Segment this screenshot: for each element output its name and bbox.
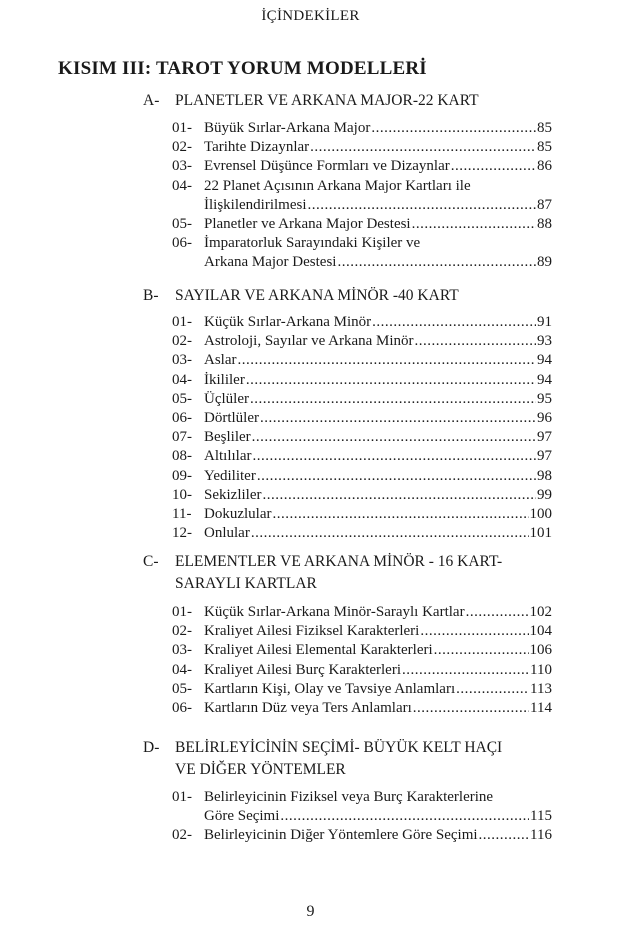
entry-number: 02- [172, 333, 192, 350]
toc-entry[interactable] [172, 467, 552, 486]
section-letter: D- [143, 739, 160, 756]
entry-number: 01- [172, 789, 192, 805]
section-heading [143, 285, 523, 307]
entry-title: Altılılar [204, 448, 252, 465]
dot-leader [420, 622, 528, 641]
entry-title: Kartların Kişi, Olay ve Tavsiye Anlamları [204, 680, 456, 697]
entry-page: 97 [537, 429, 552, 446]
entry-page: 87 [537, 196, 552, 213]
section-title-line: SAYILAR VE ARKANA MİNÖR -40 KART [175, 287, 459, 304]
running-header: İÇİNDEKİLER [261, 8, 360, 24]
dot-leader [371, 119, 536, 138]
part-title [58, 58, 427, 80]
entry-number: 06- [172, 235, 192, 252]
entry-title: Onlular [204, 525, 250, 542]
entry-page: 100 [529, 505, 552, 522]
entry-number: 05- [172, 215, 192, 232]
dot-leader [337, 253, 536, 272]
part-title-text: : TAROT YORUM MODELLERİ [144, 58, 427, 79]
entry-page: 102 [529, 604, 552, 620]
dot-leader [451, 157, 536, 176]
entry-title: Üçlüler [204, 390, 249, 407]
entry-title: Dörtlüler [204, 409, 259, 426]
entry-number: 11- [172, 505, 192, 522]
section-title-line: SARAYLI KARTLAR [175, 575, 317, 592]
entry-number: 08- [172, 448, 192, 465]
entry-number: 07- [172, 429, 192, 446]
toc-entry[interactable] [172, 390, 552, 409]
entry-page: 86 [537, 158, 552, 175]
dot-leader [456, 680, 529, 699]
toc-entry[interactable] [172, 486, 552, 505]
entry-page: 88 [537, 215, 552, 232]
toc-entry[interactable] [172, 157, 552, 176]
entry-number: 02- [172, 139, 192, 156]
toc-entry[interactable] [172, 524, 552, 543]
entry-number: 09- [172, 467, 192, 484]
entry-title: Belirleyicinin Fiziksel veya Burç Karakterlerine [204, 789, 494, 805]
toc-entry[interactable] [172, 409, 552, 428]
entry-title: Arkana Major Destesi [204, 254, 337, 271]
entry-title: Göre Seçimi [204, 808, 280, 825]
page-number: 9 [306, 903, 315, 920]
toc-entry[interactable] [172, 215, 552, 234]
dot-leader [257, 467, 536, 486]
toc-entry[interactable] [172, 788, 552, 807]
entry-page: 104 [529, 623, 552, 640]
toc-entry[interactable] [172, 505, 552, 524]
entry-number: 04- [172, 177, 192, 194]
dot-leader [466, 603, 529, 622]
entry-title: 22 Planet Açısının Arkana Major Kartları ile [204, 177, 471, 194]
dot-leader [402, 661, 529, 680]
toc-entry[interactable] [172, 371, 552, 390]
section-title-line: VE DİĞER YÖNTEMLER [175, 761, 346, 778]
entry-title: Kraliyet Ailesi Fiziksel Karakterleri [204, 623, 420, 640]
dot-leader [372, 313, 536, 332]
entry-page: 115 [530, 808, 552, 825]
section-heading [143, 90, 523, 112]
entry-number: 10- [172, 486, 192, 503]
entry-number: 02- [172, 623, 192, 640]
section-title-line: ELEMENTLER VE ARKANA MİNÖR - 16 KART- [175, 553, 503, 570]
toc-entry[interactable] [172, 641, 552, 660]
section-letter: A- [143, 92, 160, 109]
dot-leader [272, 505, 528, 524]
entry-title: Tarihte Dizaynlar [204, 139, 310, 156]
toc-entry[interactable] [172, 622, 552, 641]
entry-title: Beşliler [204, 429, 251, 446]
entry-title: İkililer [204, 371, 245, 388]
entry-page: 89 [537, 254, 552, 271]
entry-title: Büyük Sırlar-Arkana Major [204, 120, 371, 136]
entry-page: 99 [537, 486, 552, 503]
toc-entry[interactable] [172, 807, 552, 826]
entry-title: Kraliyet Ailesi Burç Karakterleri [204, 661, 402, 678]
entry-page: 110 [530, 661, 552, 678]
entry-title: İmparatorluk Sarayındaki Kişiler ve [204, 235, 421, 252]
dot-leader [251, 524, 529, 543]
toc-entry[interactable] [172, 826, 552, 845]
dot-leader [413, 699, 529, 718]
entry-page: 113 [530, 680, 552, 697]
toc-entry[interactable] [172, 699, 552, 718]
entry-number: 04- [172, 661, 192, 678]
entry-page: 85 [537, 139, 552, 156]
dot-leader [434, 641, 529, 660]
entry-title: Belirleyicinin Diğer Yöntemlere Göre Seçimi [204, 827, 478, 844]
entry-number: 02- [172, 827, 192, 844]
entry-title: Astroloji, Sayılar ve Arkana Minör [204, 333, 414, 350]
entry-page: 96 [537, 409, 552, 426]
entry-page: 94 [537, 371, 552, 388]
entry-title: Kraliyet Ailesi Elemental Karakterleri [204, 642, 433, 659]
toc-entry[interactable] [172, 196, 552, 215]
entry-title: Yediliter [204, 467, 256, 484]
entry-title: Aslar [204, 352, 237, 369]
toc-entry[interactable] [172, 253, 552, 272]
dot-leader [260, 409, 536, 428]
dot-leader [246, 371, 536, 390]
entry-number: 04- [172, 371, 192, 388]
entry-number: 05- [172, 680, 192, 697]
dot-leader [280, 807, 529, 826]
dot-leader [262, 486, 536, 505]
entry-title: Küçük Sırlar-Arkana Minör [204, 314, 372, 330]
entry-page: 95 [537, 390, 552, 407]
toc-entry[interactable] [172, 428, 552, 447]
entry-title: Küçük Sırlar-Arkana Minör-Saraylı Kartlar [204, 604, 465, 620]
dot-leader [415, 332, 536, 351]
entry-number: 03- [172, 158, 192, 175]
toc-entry[interactable] [172, 351, 552, 370]
entry-number: 01- [172, 604, 192, 620]
toc-entry[interactable] [172, 661, 552, 680]
dot-leader [253, 447, 537, 466]
entry-number: 06- [172, 699, 192, 716]
entry-page: 85 [537, 120, 552, 136]
toc-entry[interactable] [172, 177, 552, 196]
entry-page: 116 [530, 827, 552, 844]
entry-list [172, 313, 552, 543]
entry-number: 12- [172, 525, 192, 542]
entry-page: 91 [537, 314, 552, 330]
toc-entry[interactable] [172, 234, 552, 253]
toc-entry[interactable] [172, 447, 552, 466]
entry-number: 03- [172, 352, 192, 369]
section-heading [143, 551, 523, 595]
dot-leader [412, 215, 536, 234]
dot-leader [310, 138, 536, 157]
section-title-line: BELİRLEYİCİNİN SEÇİMİ- BÜYÜK KELT HAÇI [175, 739, 503, 756]
toc-entry[interactable] [172, 119, 552, 138]
entry-title: Planetler ve Arkana Major Destesi [204, 215, 411, 232]
dot-leader [479, 826, 530, 845]
toc-entry[interactable] [172, 313, 552, 332]
entry-number: 05- [172, 390, 192, 407]
toc-entry[interactable] [172, 680, 552, 699]
entry-page: 93 [537, 333, 552, 350]
entry-number: 01- [172, 314, 192, 330]
entry-page: 94 [537, 352, 552, 369]
toc-entry[interactable] [172, 138, 552, 157]
entry-page: 114 [530, 699, 552, 716]
section-letter: C- [143, 553, 159, 570]
toc-entry[interactable] [172, 603, 552, 622]
section-heading [143, 737, 523, 781]
entry-page: 98 [537, 467, 552, 484]
entry-number: 03- [172, 642, 192, 659]
dot-leader [308, 196, 537, 215]
section-title-line: PLANETLER VE ARKANA MAJOR-22 KART [175, 92, 479, 109]
entry-list [172, 788, 552, 846]
entry-page: 101 [529, 525, 552, 542]
entry-list [172, 603, 552, 718]
entry-title: Dokuzlular [204, 505, 272, 522]
entry-title: İlişkilendirilmesi [204, 196, 307, 213]
part-label: KISIM III [58, 58, 145, 79]
entry-number: 01- [172, 120, 192, 136]
section-letter: B- [143, 287, 159, 304]
dot-leader [238, 351, 537, 370]
toc-entry[interactable] [172, 332, 552, 351]
entry-list [172, 119, 552, 273]
entry-page: 97 [537, 448, 552, 465]
dot-leader [250, 390, 536, 409]
dot-leader [252, 428, 536, 447]
entry-page: 106 [529, 642, 552, 659]
entry-title: Sekizliler [204, 486, 262, 503]
entry-title: Kartların Düz veya Ters Anlamları [204, 699, 412, 716]
entry-number: 06- [172, 409, 192, 426]
entry-title: Evrensel Düşünce Formları ve Dizaynlar [204, 158, 450, 175]
